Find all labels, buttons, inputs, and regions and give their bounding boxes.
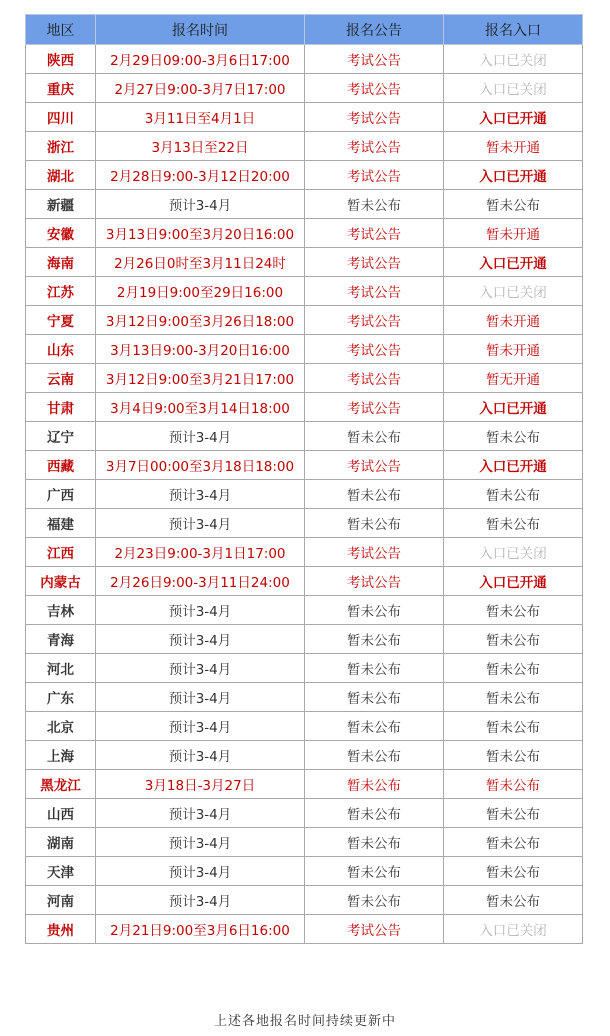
header-region: 地区 — [26, 15, 96, 45]
notice-link[interactable]: 考试公告 — [305, 915, 444, 944]
entry-link: 暂未开通 — [444, 335, 583, 364]
entry-link: 入口已关闭 — [444, 74, 583, 103]
period-cell: 预计3-4月 — [96, 886, 305, 915]
period-cell: 3月13日9:00-3月20日16:00 — [96, 335, 305, 364]
table-row — [26, 741, 583, 770]
entry-link: 暂未公布 — [444, 509, 583, 538]
table-row — [26, 712, 583, 741]
table-row — [26, 857, 583, 886]
period-cell: 2月26日9:00-3月11日24:00 — [96, 567, 305, 596]
notice-link[interactable]: 考试公告 — [305, 364, 444, 393]
table-row — [26, 654, 583, 683]
header-period: 报名时间 — [96, 15, 305, 45]
entry-link: 入口已关闭 — [444, 538, 583, 567]
period-cell: 2月26日0时至3月11日24时 — [96, 248, 305, 277]
region-cell: 湖南 — [26, 828, 96, 857]
table-row — [26, 364, 583, 393]
period-cell: 3月13日至22日 — [96, 132, 305, 161]
table-row — [26, 335, 583, 364]
period-cell: 3月7日00:00至3月18日18:00 — [96, 451, 305, 480]
region-cell: 甘肃 — [26, 393, 96, 422]
region-cell: 福建 — [26, 509, 96, 538]
period-cell: 预计3-4月 — [96, 741, 305, 770]
notice-link: 暂未公布 — [305, 828, 444, 857]
notice-link: 暂未公布 — [305, 654, 444, 683]
period-cell: 2月27日9:00-3月7日17:00 — [96, 74, 305, 103]
period-cell: 3月11日至4月1日 — [96, 103, 305, 132]
region-cell: 宁夏 — [26, 306, 96, 335]
period-cell: 预计3-4月 — [96, 596, 305, 625]
notice-link: 暂未公布 — [305, 422, 444, 451]
region-cell: 西藏 — [26, 451, 96, 480]
period-cell: 2月19日9:00至29日16:00 — [96, 277, 305, 306]
entry-link[interactable]: 入口已开通 — [444, 451, 583, 480]
entry-link: 暂未公布 — [444, 422, 583, 451]
period-cell: 预计3-4月 — [96, 654, 305, 683]
period-cell: 预计3-4月 — [96, 625, 305, 654]
table-row — [26, 683, 583, 712]
region-cell: 内蒙古 — [26, 567, 96, 596]
region-cell: 海南 — [26, 248, 96, 277]
notice-link[interactable]: 考试公告 — [305, 393, 444, 422]
period-cell: 2月28日9:00-3月12日20:00 — [96, 161, 305, 190]
period-cell: 2月21日9:00至3月6日16:00 — [96, 915, 305, 944]
region-cell: 广西 — [26, 480, 96, 509]
region-cell: 山东 — [26, 335, 96, 364]
table-row — [26, 538, 583, 567]
region-cell: 河北 — [26, 654, 96, 683]
notice-link[interactable]: 考试公告 — [305, 567, 444, 596]
entry-link: 暂未公布 — [444, 770, 583, 799]
table-row — [26, 45, 583, 74]
entry-link: 暂无开通 — [444, 364, 583, 393]
region-cell: 江西 — [26, 538, 96, 567]
region-cell: 吉林 — [26, 596, 96, 625]
table-row — [26, 886, 583, 915]
notice-link[interactable]: 考试公告 — [305, 103, 444, 132]
notice-link[interactable]: 考试公告 — [305, 219, 444, 248]
notice-link: 暂未公布 — [305, 712, 444, 741]
notice-link[interactable]: 考试公告 — [305, 277, 444, 306]
notice-link[interactable]: 考试公告 — [305, 248, 444, 277]
period-cell: 预计3-4月 — [96, 190, 305, 219]
notice-link[interactable]: 考试公告 — [305, 74, 444, 103]
notice-link[interactable]: 考试公告 — [305, 335, 444, 364]
region-cell: 江苏 — [26, 277, 96, 306]
table-row — [26, 770, 583, 799]
region-cell: 重庆 — [26, 74, 96, 103]
table-row — [26, 132, 583, 161]
entry-link[interactable]: 入口已开通 — [444, 393, 583, 422]
table-row — [26, 799, 583, 828]
period-cell: 3月13日9:00至3月20日16:00 — [96, 219, 305, 248]
period-cell: 预计3-4月 — [96, 509, 305, 538]
region-cell: 青海 — [26, 625, 96, 654]
region-cell: 辽宁 — [26, 422, 96, 451]
region-cell: 广东 — [26, 683, 96, 712]
period-cell: 3月4日9:00至3月14日18:00 — [96, 393, 305, 422]
notice-link: 暂未公布 — [305, 857, 444, 886]
period-cell: 2月23日9:00-3月1日17:00 — [96, 538, 305, 567]
region-cell: 安徽 — [26, 219, 96, 248]
table-row — [26, 451, 583, 480]
table-row — [26, 277, 583, 306]
table-row — [26, 422, 583, 451]
notice-link: 暂未公布 — [305, 596, 444, 625]
entry-link: 暂未公布 — [444, 712, 583, 741]
period-cell: 预计3-4月 — [96, 799, 305, 828]
table-row — [26, 480, 583, 509]
region-cell: 山西 — [26, 799, 96, 828]
region-cell: 北京 — [26, 712, 96, 741]
registration-table — [25, 14, 583, 944]
entry-link[interactable]: 入口已开通 — [444, 161, 583, 190]
period-cell: 预计3-4月 — [96, 422, 305, 451]
notice-link: 暂未公布 — [305, 625, 444, 654]
notice-link: 暂未公布 — [305, 770, 444, 799]
table-body — [26, 45, 583, 944]
region-cell: 四川 — [26, 103, 96, 132]
entry-link: 暂未公布 — [444, 741, 583, 770]
region-cell: 云南 — [26, 364, 96, 393]
period-cell: 3月18日-3月27日 — [96, 770, 305, 799]
table-row — [26, 393, 583, 422]
notice-link: 暂未公布 — [305, 190, 444, 219]
table-row — [26, 828, 583, 857]
entry-link[interactable]: 入口已开通 — [444, 567, 583, 596]
region-cell: 贵州 — [26, 915, 96, 944]
notice-link[interactable]: 考试公告 — [305, 306, 444, 335]
table-row — [26, 306, 583, 335]
region-cell: 黑龙江 — [26, 770, 96, 799]
entry-link: 暂未公布 — [444, 857, 583, 886]
period-cell: 2月29日09:00-3月6日17:00 — [96, 45, 305, 74]
notice-link: 暂未公布 — [305, 480, 444, 509]
period-cell: 预计3-4月 — [96, 828, 305, 857]
notice-link[interactable]: 考试公告 — [305, 451, 444, 480]
entry-link: 暂未公布 — [444, 480, 583, 509]
notice-link: 暂未公布 — [305, 509, 444, 538]
region-cell: 河南 — [26, 886, 96, 915]
entry-link: 暂未开通 — [444, 219, 583, 248]
entry-link: 暂未公布 — [444, 625, 583, 654]
region-cell: 天津 — [26, 857, 96, 886]
table-row — [26, 915, 583, 944]
region-cell: 新疆 — [26, 190, 96, 219]
table-row — [26, 567, 583, 596]
period-cell: 预计3-4月 — [96, 712, 305, 741]
notice-link: 暂未公布 — [305, 683, 444, 712]
entry-link[interactable]: 入口已开通 — [444, 103, 583, 132]
period-cell: 预计3-4月 — [96, 857, 305, 886]
table-row — [26, 219, 583, 248]
table-header-row — [26, 15, 583, 45]
period-cell: 3月12日9:00至3月26日18:00 — [96, 306, 305, 335]
entry-link: 入口已关闭 — [444, 277, 583, 306]
entry-link: 暂未公布 — [444, 683, 583, 712]
table-row — [26, 103, 583, 132]
notice-link[interactable]: 考试公告 — [305, 538, 444, 567]
region-cell: 浙江 — [26, 132, 96, 161]
entry-link: 暂未公布 — [444, 799, 583, 828]
entry-link: 入口已关闭 — [444, 915, 583, 944]
period-cell: 预计3-4月 — [96, 683, 305, 712]
table-row — [26, 248, 583, 277]
table-row — [26, 74, 583, 103]
entry-link: 暂未公布 — [444, 886, 583, 915]
entry-link: 暂未公布 — [444, 596, 583, 625]
table-row — [26, 161, 583, 190]
header-entry: 报名入口 — [444, 15, 583, 45]
region-cell: 上海 — [26, 741, 96, 770]
entry-link: 暂未开通 — [444, 132, 583, 161]
table-row — [26, 625, 583, 654]
table-row — [26, 596, 583, 625]
notice-link: 暂未公布 — [305, 799, 444, 828]
entry-link: 入口已关闭 — [444, 45, 583, 74]
period-cell: 3月12日9:00至3月21日17:00 — [96, 364, 305, 393]
notice-link[interactable]: 考试公告 — [305, 161, 444, 190]
header-notice: 报名公告 — [305, 15, 444, 45]
entry-link: 暂未公布 — [444, 190, 583, 219]
entry-link: 暂未公布 — [444, 828, 583, 857]
table-row — [26, 190, 583, 219]
table-row — [26, 509, 583, 538]
notice-link[interactable]: 考试公告 — [305, 132, 444, 161]
region-cell: 湖北 — [26, 161, 96, 190]
entry-link: 暂未开通 — [444, 306, 583, 335]
region-cell: 陕西 — [26, 45, 96, 74]
notice-link: 暂未公布 — [305, 886, 444, 915]
period-cell: 预计3-4月 — [96, 480, 305, 509]
entry-link[interactable]: 入口已开通 — [444, 248, 583, 277]
update-note: 上述各地报名时间持续更新中 — [213, 1014, 396, 1029]
notice-link[interactable]: 考试公告 — [305, 45, 444, 74]
notice-link: 暂未公布 — [305, 741, 444, 770]
entry-link: 暂未公布 — [444, 654, 583, 683]
